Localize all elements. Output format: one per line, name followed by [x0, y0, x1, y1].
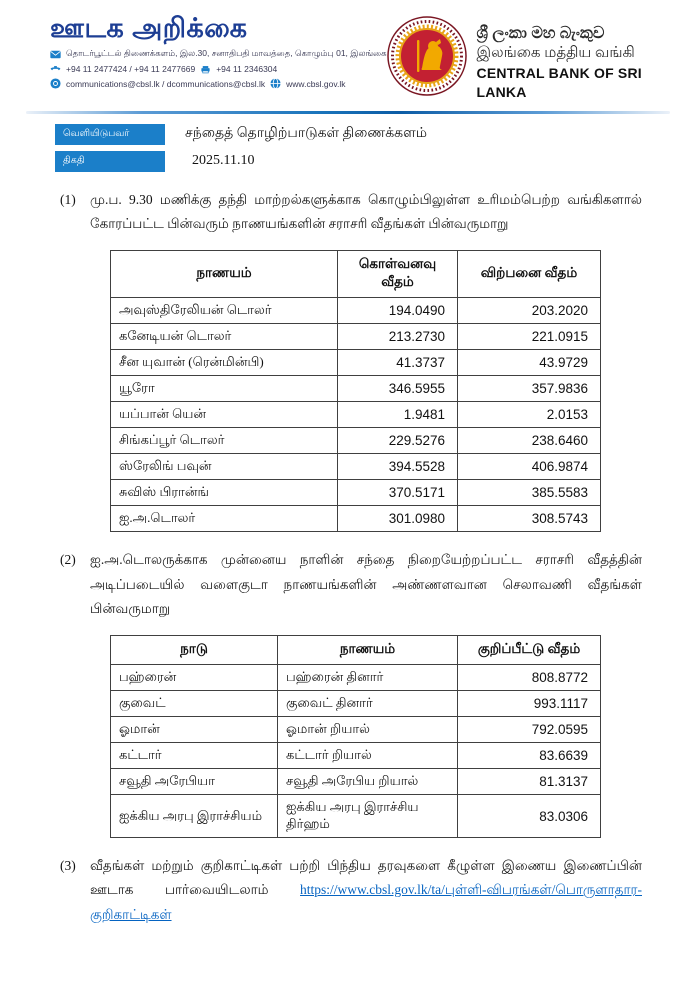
table-row: [111, 350, 601, 376]
table-row: [111, 717, 601, 743]
currency-name: யப்பான் யென்: [111, 402, 338, 428]
currency-name: ஐ.அ.டொலர்: [111, 506, 338, 532]
table-row: [111, 506, 601, 532]
table-row: [111, 769, 601, 795]
paragraph-2: [60, 548, 642, 621]
paragraph-3: [60, 854, 642, 927]
table-row: [111, 454, 601, 480]
currency-name: பஹ்ரைன் தினார்: [278, 665, 458, 691]
paragraph-2-text: ஐ.அ.டொலருக்காக முன்னைய நாளின் சந்தை நிறையேற்றப்பட்ட சராசரி வீதத்தின் அடிப்படையில் வளைகுடா நாணயங்களின் அண்ணளவான செலாவணி வீதங்கள் பின்வருமாறு: [90, 552, 642, 616]
table-row: [111, 795, 601, 838]
phone-icon: [50, 64, 61, 75]
selling-rate: 385.5583: [458, 480, 601, 506]
table-row: [111, 298, 601, 324]
paragraph-3-number: (3): [60, 858, 76, 874]
indicative-rate: 993.1117: [458, 691, 601, 717]
phone-numbers: +94 11 2477424 / +94 11 2477669: [66, 64, 196, 75]
currency-name: ஓமான் றியால்: [278, 717, 458, 743]
address-line: [50, 48, 387, 60]
cbsl-emblem-logo: [387, 16, 467, 96]
paragraph-3-lead-text: வீதங்கள் மற்றும் குறிகாட்டிகள் பற்றி பிந்திய தரவுகளை கீழுள்ள இணைய இணைப்பின் ஊடாக பார்வையிடலாம்: [90, 858, 642, 898]
website-url: www.cbsl.gov.lk: [286, 78, 346, 89]
col-header-selling: விற்பனை வீதம்: [458, 251, 601, 298]
table-row: [111, 743, 601, 769]
col-header-country: நாடு: [111, 636, 278, 665]
selling-rate: 308.5743: [458, 506, 601, 532]
telegraphic-transfer-rates-table: [110, 250, 601, 532]
table-row: [111, 480, 601, 506]
currency-name: கட்டார் றியால்: [278, 743, 458, 769]
bank-name-tamil: இலங்கை மத்திய வங்கி: [476, 45, 635, 61]
phone-line: [50, 64, 387, 75]
buying-rate: 301.0980: [338, 506, 458, 532]
email-addresses: communications@cbsl.lk / dcommunications@cbsl.lk: [66, 78, 266, 89]
currency-name: கனேடியன் டொலர்: [111, 324, 338, 350]
buying-rate: 41.3737: [338, 350, 458, 376]
currency-name: குவைட் தினார்: [278, 691, 458, 717]
gulf-currencies-rates-table: [110, 635, 601, 838]
country-name: சவூதி அரேபியா: [111, 769, 278, 795]
table-row: [111, 376, 601, 402]
buying-rate: 229.5276: [338, 428, 458, 454]
table-header-row: [111, 636, 601, 665]
email-line: [50, 78, 387, 89]
table-row: [111, 665, 601, 691]
email-globe-icon: [50, 78, 61, 89]
selling-rate: 357.9836: [458, 376, 601, 402]
country-name: பஹ்ரைன்: [111, 665, 278, 691]
issuer-label-badge: வெளியிடுபவர்: [55, 124, 165, 145]
date-label-badge: திகதி: [55, 151, 165, 172]
buying-rate: 1.9481: [338, 402, 458, 428]
indicative-rate: 792.0595: [458, 717, 601, 743]
buying-rate: 394.5528: [338, 454, 458, 480]
buying-rate: 370.5171: [338, 480, 458, 506]
issuer-row: [55, 124, 696, 145]
selling-rate: 203.2020: [458, 298, 601, 324]
col-header-currency: நாணயம்: [111, 251, 338, 298]
indicative-rate: 83.0306: [458, 795, 601, 838]
paragraph-1-number: (1): [60, 191, 76, 207]
country-name: குவைட்: [111, 691, 278, 717]
selling-rate: 238.6460: [458, 428, 601, 454]
country-name: ஓமான்: [111, 717, 278, 743]
selling-rate: 2.0153: [458, 402, 601, 428]
table-row: [111, 691, 601, 717]
issuer-value: சந்தைத் தொழிற்பாடுகள் திணைக்களம்: [185, 125, 428, 141]
table-header-row: [111, 251, 601, 298]
paragraph-3-text: [90, 854, 642, 927]
currency-name: அவுஸ்திரேலியன் டொலர்: [111, 298, 338, 324]
cbsl-statistics-link[interactable]: https://www.cbsl.gov.lk/ta/புள்ளி-விபரங்கள்/பொருளாதார-குறிகாட்டிகள்: [90, 882, 642, 922]
buying-rate: 346.5955: [338, 376, 458, 402]
selling-rate: 406.9874: [458, 454, 601, 480]
address-text: தொடர்பூட்டல் திணைக்களம், இல.30, சனாதிபதி மாவத்தை, கொழும்பு 01, இலங்கை: [66, 48, 387, 59]
col-header-rate: குறிப்பீட்டு வீதம்: [458, 636, 601, 665]
date-value: 2025.11.10: [192, 153, 255, 169]
table-row: [111, 324, 601, 350]
currency-name: சீன யுவான் (ரென்மின்பி): [111, 350, 338, 376]
col-header-currency: நாணயம்: [278, 636, 458, 665]
fax-printer-icon: [200, 64, 211, 75]
paragraph-2-number: (2): [60, 552, 76, 568]
table-row: [111, 428, 601, 454]
col-header-buying: கொள்வனவு வீதம்: [338, 251, 458, 298]
paragraph-1-text: மு.ப. 9.30 மணிக்கு தந்தி மாற்றல்களுக்காக கொழும்பிலுள்ள உரிமம்பெற்ற வங்கிகளால் கோரப்பட்ட பின்வரும் நாணயங்களின் சராசரி வீதங்கள் பின்வருமாறு: [90, 191, 642, 231]
indicative-rate: 808.8772: [458, 665, 601, 691]
buying-rate: 213.2730: [338, 324, 458, 350]
release-meta: [55, 124, 696, 172]
selling-rate: 221.0915: [458, 324, 601, 350]
masthead-title: ஊடக அறிக்கை: [50, 13, 248, 43]
currency-name: யூரோ: [111, 376, 338, 402]
indicative-rate: 83.6639: [458, 743, 601, 769]
document-header: [0, 0, 696, 103]
bank-name-english: CENTRAL BANK OF SRI LANKA: [476, 64, 642, 101]
bank-name-sinhala: ශ්‍රී ලංකා මහ බැංකුව: [476, 25, 605, 42]
country-name: கட்டார்: [111, 743, 278, 769]
paragraph-1: [60, 188, 642, 237]
selling-rate: 43.9729: [458, 350, 601, 376]
buying-rate: 194.0490: [338, 298, 458, 324]
currency-name: சுவிஸ் பிரான்ங்: [111, 480, 338, 506]
fax-number: +94 11 2346304: [216, 64, 278, 75]
date-row: [55, 151, 696, 172]
indicative-rate: 81.3137: [458, 769, 601, 795]
currency-name: சிங்கப்பூர் டொலர்: [111, 428, 338, 454]
currency-name: சவூதி அரேபிய றியால்: [278, 769, 458, 795]
currency-name: ஐக்கிய அரபு இராச்சிய திர்ஹம்: [278, 795, 458, 838]
table-row: [111, 402, 601, 428]
currency-name: ஸ்ரேலிங் பவுன்: [111, 454, 338, 480]
header-divider: [26, 111, 670, 114]
envelope-icon: [50, 49, 61, 60]
website-globe-icon: [270, 78, 281, 89]
country-name: ஐக்கிய அரபு இராச்சியம்: [111, 795, 278, 838]
